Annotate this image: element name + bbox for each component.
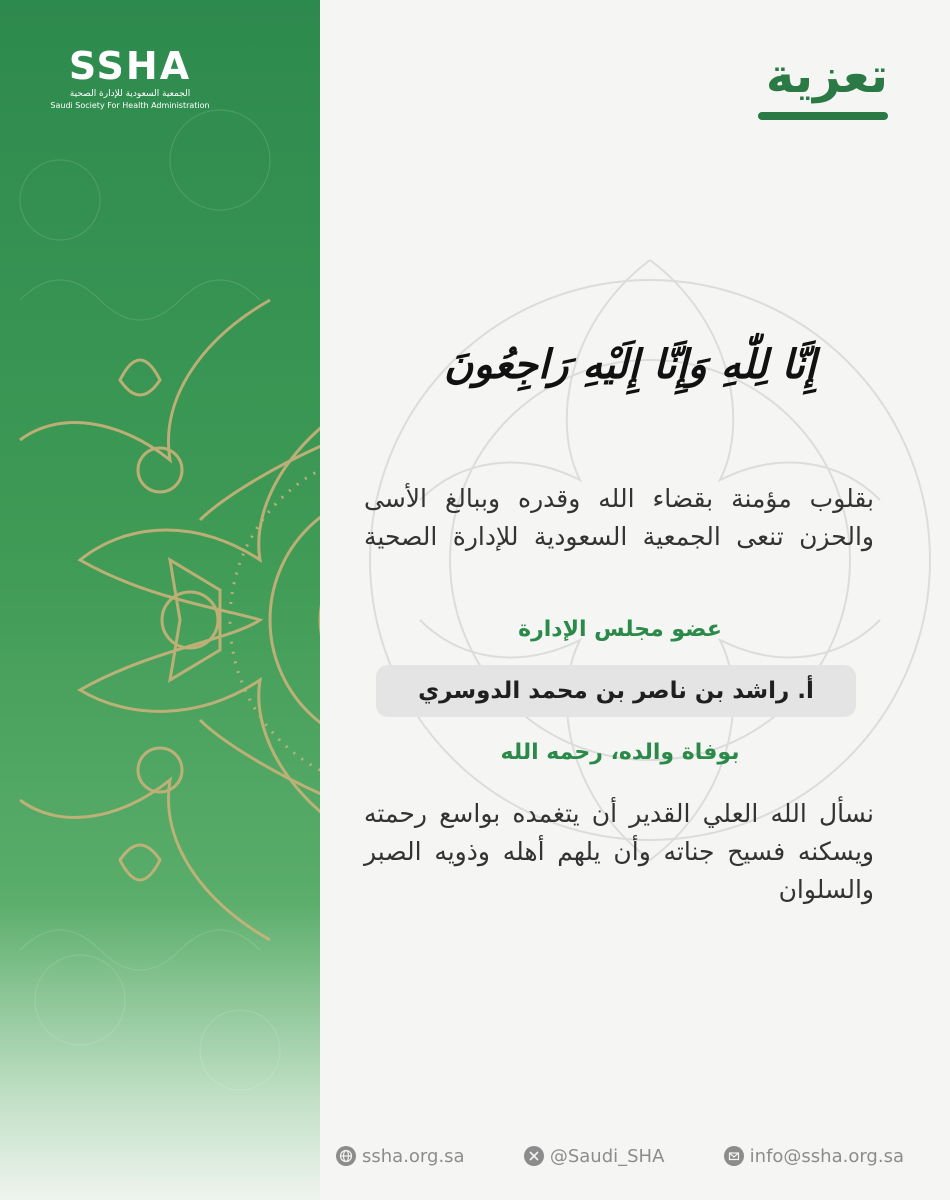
- occasion-text: بوفاة والده، رحمه الله: [500, 740, 740, 765]
- logo-wordmark: SSHA: [68, 44, 192, 88]
- logo-arabic-name: الجمعية السعودية للإدارة الصحية: [69, 89, 191, 99]
- green-side-panel: [0, 0, 320, 1200]
- quran-verse-calligraphy: إِنَّا لِلّٰهِ وَإِنَّا إِلَيْهِ رَاجِعُونَ: [443, 341, 817, 388]
- website-text: ssha.org.sa: [362, 1145, 465, 1167]
- mandala-ornament-icon: [0, 0, 320, 1200]
- mail-icon: [724, 1146, 744, 1166]
- email-text: info@ssha.org.sa: [749, 1145, 904, 1167]
- globe-icon: [336, 1146, 356, 1166]
- twitter-link[interactable]: [524, 1146, 665, 1167]
- logo-english-name: Saudi Society For Health Administration: [50, 101, 210, 110]
- x-icon: [524, 1146, 544, 1166]
- website-link[interactable]: [336, 1146, 465, 1167]
- background-pattern-icon: [320, 0, 950, 1200]
- contact-footer: [336, 1142, 904, 1170]
- condolence-intro: بقلوب مؤمنة بقضاء الله وقدره وببالغ الأسى والحزن تنعى الجمعية السعودية للإدارة الصحية: [364, 484, 874, 551]
- email-link[interactable]: [724, 1146, 904, 1167]
- ssha-logo: [50, 46, 210, 111]
- prayer-text: نسأل الله العلي القدير أن يتغمده بواسع رحمته ويسكنه فسيح جناته وأن يلهم أهله وذويه الصبر والسلوان: [364, 799, 874, 904]
- page-title: تعزية: [765, 48, 888, 104]
- member-role: عضو مجلس الإدارة: [518, 617, 722, 642]
- title-underline: [758, 112, 888, 120]
- twitter-handle: @Saudi_SHA: [549, 1145, 665, 1167]
- name-badge: [376, 665, 856, 717]
- deceased-relative-name: أ. راشد بن ناصر بن محمد الدوسري: [418, 678, 814, 704]
